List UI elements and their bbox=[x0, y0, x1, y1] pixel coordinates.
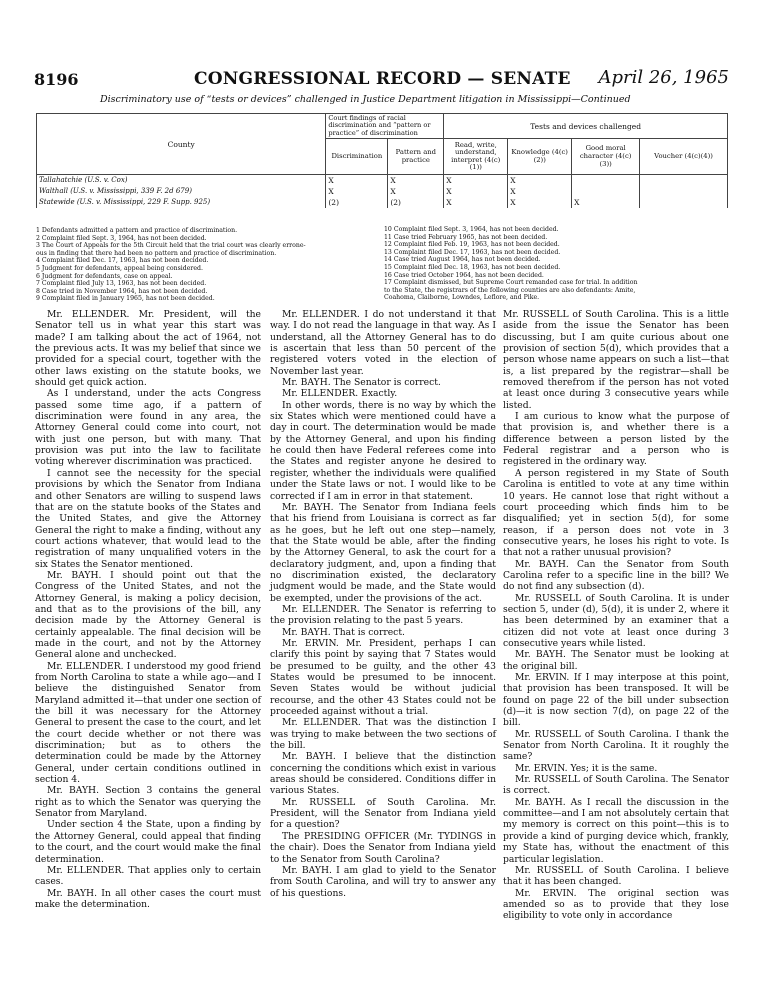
paragraph: Mr. ERVIN. The original section was amended so as to provide that they lose eligibility to vote only in accordance bbox=[503, 887, 729, 922]
paragraph: Mr. ELLENDER. Mr. President, will the Senator tell us in what year this start was made? I am talking about the act of 1964, not the previous acts. It was my belief that since we provided for a special court, together with the other laws existing on the statute books, we should get quick action. bbox=[35, 309, 261, 389]
footnote: 6 Judgment for defendants, case on appeal. bbox=[36, 272, 173, 280]
footnote: 4 Complaint filed Dec. 17, 1963, has not been decided. bbox=[36, 257, 209, 265]
table-cell: X bbox=[508, 186, 572, 197]
text-column-1 bbox=[35, 309, 261, 910]
footnote: 12 Complaint filed Feb. 19, 1963, has not been decided. bbox=[384, 241, 560, 249]
footnote: ous in finding that there had been no pattern and practice of discrimination. bbox=[36, 249, 277, 257]
table-cell: X bbox=[572, 197, 640, 208]
text-column-3 bbox=[503, 309, 729, 922]
column-header: Discrimination bbox=[326, 139, 388, 175]
page-header bbox=[34, 66, 729, 92]
table-row bbox=[37, 197, 728, 208]
column-header: Pattern and practice bbox=[388, 139, 444, 175]
table-cell: X bbox=[388, 175, 444, 187]
paragraph: Under section 4 the State, upon a finding by the Attorney General, could appeal that finding to the court, and the court would make the final determination. bbox=[35, 819, 261, 865]
paragraph: Mr. RUSSELL of South Carolina. The Senator is correct. bbox=[503, 774, 729, 797]
column-header: Read, write, understand, interpret (4(c)(1)) bbox=[444, 139, 508, 175]
paragraph: Mr. BAYH. I should point out that the Congress of the United States, and not the Attorney General, is making a policy decision, and that as to the provisions of the bill, any decision made by the Attorney General is certainly appealable. The final decision will be made in the court, and not by the Attorney General alone and unchecked. bbox=[35, 569, 261, 661]
footnote: 3 The Court of Appeals for the 5th Circuit held that the trial court was clearly errone- bbox=[36, 242, 306, 250]
paragraph: Mr. ELLENDER. That was the distinction I was trying to make between the two sections of the bill. bbox=[270, 717, 496, 752]
text-column-2 bbox=[270, 309, 496, 899]
footnote: to the State, the registrars of the following counties are also defendants: Amite, bbox=[384, 286, 636, 294]
footnote: 7 Complaint filed July 13, 1963, has not been decided. bbox=[36, 280, 207, 288]
table-row bbox=[37, 186, 728, 197]
paragraph: Mr. ERVIN. If I may interpose at this point, that provision has been transposed. It will be found on page 22 of the bill under subsection (d)—it is now section 7(d), on page 22 of the bill. bbox=[503, 672, 729, 729]
table-row bbox=[37, 175, 728, 187]
paragraph: Mr. BAYH. The Senator must be looking at the original bill. bbox=[503, 649, 729, 672]
paragraph: Mr. RUSSELL of South Carolina. It is under section 5, under (d), 5(d), it is under 2, where it has been determined by an examiner that a citizen did not vote at least once during 3 consecutive years while listed. bbox=[503, 592, 729, 649]
paragraph: Mr. ERVIN. Mr. President, perhaps I can clarify this point by saying that 7 States would be presumed to be guilty, and the other 43 States would be presumed to be innocent. Seven States would be without judicial recourse, and the other 43 States could not be proceeded against without a trial. bbox=[270, 637, 496, 718]
county-cell: Tallahatchie (U.S. v. Cox) bbox=[37, 175, 326, 187]
table-cell: X bbox=[444, 197, 508, 208]
tests-table bbox=[36, 113, 728, 208]
footnotes-left bbox=[36, 227, 366, 303]
paragraph: Mr. ELLENDER. That applies only to certain cases. bbox=[35, 864, 261, 888]
paragraph: Mr. BAYH. Can the Senator from South Carolina refer to a specific line in the bill? We do not find any subsection (d). bbox=[503, 558, 729, 593]
paragraph: A person registered in my State of South Carolina is entitled to vote at any time within 10 years. He cannot lose that right without a court proceeding which finds him to be disqualified; yet in section 5(d), for some reason, if a person does not vote in 3 consecutive years, he loses his right to vote. Is that not a rather unusual provision? bbox=[503, 467, 729, 559]
footnotes-right bbox=[384, 226, 729, 302]
paragraph: I am curious to know what the purpose of that provision is, and whether there is a difference between a person listed by the Federal registrar and a person who is registered in the ordinary way. bbox=[503, 411, 729, 468]
footnote: 2 Complaint filed Sept. 3, 1964, has not been decided. bbox=[36, 234, 207, 242]
paragraph: Mr. BAYH. As I recall the discussion in the committee—and I am not absolutely certain that my memory is correct on this point—this is to provide a kind of purging device which, frankly, my State has, without the enactment of this particular legislation. bbox=[503, 796, 729, 865]
paragraph: Mr. BAYH. In all other cases the court must make the determination. bbox=[35, 887, 261, 910]
table-cell bbox=[640, 175, 728, 187]
paragraph: Mr. RUSSELL of South Carolina. Mr. President, will the Senator from Indiana yield for a question? bbox=[270, 796, 496, 831]
paragraph: Mr. BAYH. That is correct. bbox=[282, 626, 405, 638]
paragraph: Mr. ELLENDER. I understood my good friend from North Carolina to state a while ago—and I believe the distinguished Senator from Maryland admitted it—that under one section of the bill it was necessary for the Attorney General to present the case to the court, and let the court decide whether or not there was discrimination; but as to others the determination could be made by the Attorney General, under certain conditions outlined in section 4. bbox=[35, 660, 261, 786]
paragraph: I cannot see the necessity for the special provisions by which the Senator from Indiana and other Senators are willing to suspend laws that are on the statute books of the States and the United States, and give the Attorney General the right to make a finding, without any court actions whatever, that would lead to the registration of many unqualified voters in the six States the Senator mentioned. bbox=[35, 467, 261, 570]
table-cell: X bbox=[388, 186, 444, 197]
paragraph: Mr. ERVIN. Yes; it is the same. bbox=[515, 762, 658, 774]
paragraph: In other words, there is no way by which the six States which were mentioned could have a day in court. The determination would be made by the Attorney General, and upon his finding he could then have Federal referees come into the States and register anyone he desired to register, whether the individuals were qualified under the State laws or not. I would like to be corrected if I am in error in that statement. bbox=[270, 399, 496, 502]
county-cell: Walthall (U.S. v. Mississippi, 339 F. 2d 679) bbox=[37, 186, 326, 197]
footnote: 14 Case tried August 1964, has not been decided. bbox=[384, 256, 541, 264]
table-cell: (2) bbox=[326, 197, 388, 208]
paragraph: Mr. ELLENDER. I do not understand it that way. I do not read the language in that way. As I understand, all the Attorney General has to do is ascertain that less than 50 percent of the registered voters voted in the election of November last year. bbox=[270, 309, 496, 377]
table-cell: X bbox=[508, 175, 572, 187]
table-cell bbox=[572, 175, 640, 187]
paragraph: Mr. ELLENDER. The Senator is referring to the provision relating to the past 5 years. bbox=[270, 603, 496, 627]
footnote: 17 Complaint dismissed, but Supreme Court remanded case for trial. In addition bbox=[384, 279, 638, 287]
footnote: Coahoma, Claiborne, Lowndes, Leflore, and Pike. bbox=[384, 294, 540, 302]
paragraph: Mr. RUSSELL of South Carolina. I believe that it has been changed. bbox=[503, 864, 729, 888]
table-cell: X bbox=[444, 186, 508, 197]
group-header-findings: Court findings of racial discrimination and “pattern or practice” of discrimination bbox=[326, 114, 444, 139]
paragraph: Mr. RUSSELL of South Carolina. I thank the Senator from North Carolina. It it roughly the same? bbox=[503, 728, 729, 763]
paragraph: As I understand, under the acts Congress passed some time ago, if a pattern of discrimination were found in any area, the Attorney General could come into court, not with just one person, but with many. That provision was put into the law to facilitate voting wherever discrimination was practiced. bbox=[35, 388, 261, 468]
table-cell: X bbox=[444, 175, 508, 187]
paragraph: Mr. RUSSELL of South Carolina. This is a little aside from the issue the Senator has been discussing, but I am quite curious about one provision of section 5(d), which provides that a person whose name appears on such a list—that is, a list prepared by the registrar—shall be removed therefrom if the person has not voted at least once during 3 consecutive years while listed. bbox=[503, 309, 729, 411]
table-cell: X bbox=[326, 186, 388, 197]
group-header-tests: Tests and devices challenged bbox=[444, 114, 728, 139]
journal-title: CONGRESSIONAL RECORD — SENATE bbox=[194, 69, 571, 89]
paragraph: Mr. BAYH. I believe that the distinction concerning the conditions which exist in various areas should be considered. Conditions differ in various States. bbox=[270, 751, 496, 797]
table-cell: X bbox=[326, 175, 388, 187]
table-cell bbox=[640, 186, 728, 197]
paragraph: Mr. BAYH. The Senator is correct. bbox=[282, 377, 441, 389]
footnote: 13 Complaint filed Dec. 17, 1963, has not been decided. bbox=[384, 248, 561, 256]
paragraph: Mr. ELLENDER. Exactly. bbox=[282, 388, 398, 400]
footnote: 5 Judgment for defendants, appeal being considered. bbox=[36, 264, 203, 272]
footnote: 11 Case tried February 1965, has not been decided. bbox=[384, 233, 548, 241]
column-header: Voucher (4(c)(4)) bbox=[640, 139, 728, 175]
table-cell: (2) bbox=[388, 197, 444, 208]
footnote: 10 Complaint filed Sept. 3, 1964, has not been decided. bbox=[384, 226, 559, 233]
footnote: 9 Complaint filed in January 1965, has not been decided. bbox=[36, 295, 215, 303]
footnote: 8 Case tried in November 1964, has not been decided. bbox=[36, 287, 208, 295]
county-header: County bbox=[37, 114, 326, 175]
table-cell bbox=[640, 197, 728, 208]
page-number: 8196 bbox=[34, 70, 79, 89]
table-title: Discriminatory use of “tests or devices” challenged in Justice Department litigation in Mississippi—Continued bbox=[100, 94, 631, 105]
footnote: 1 Defendants admitted a pattern and practice of discrimination. bbox=[36, 227, 238, 234]
paragraph: Mr. BAYH. I am glad to yield to the Senator from South Carolina, and will try to answer any of his questions. bbox=[270, 864, 496, 899]
paragraph: Mr. BAYH. The Senator from Indiana feels that his friend from Louisiana is correct as far as he goes, but he left out one step—namely, that the State would be able, after the finding by the Attorney General, to ask the court for a declaratory judgment, and, upon a finding that no discrimination existed, the declaratory judgment would be made, and the State would be exempted, under the provisions of the act. bbox=[270, 501, 496, 604]
county-cell: Statewide (U.S. v. Mississippi, 229 F. Supp. 925) bbox=[37, 197, 326, 208]
footnote: 15 Complaint filed Dec. 18, 1963, has not been decided. bbox=[384, 263, 561, 271]
column-header: Good moral character (4(c)(3)) bbox=[572, 139, 640, 175]
footnote: 16 Case tried October 1964, has not been decided. bbox=[384, 271, 544, 279]
paragraph: Mr. BAYH. Section 3 contains the general right as to which the Senator was querying the Senator from Maryland. bbox=[35, 785, 261, 820]
table-cell: X bbox=[508, 197, 572, 208]
paragraph: The PRESIDING OFFICER (Mr. TYDINGS in the chair). Does the Senator from Indiana yield to the Senator from South Carolina? bbox=[270, 830, 496, 865]
column-header: Knowledge (4(c)(2)) bbox=[508, 139, 572, 175]
table-cell bbox=[572, 186, 640, 197]
issue-date: April 26, 1965 bbox=[598, 67, 729, 88]
